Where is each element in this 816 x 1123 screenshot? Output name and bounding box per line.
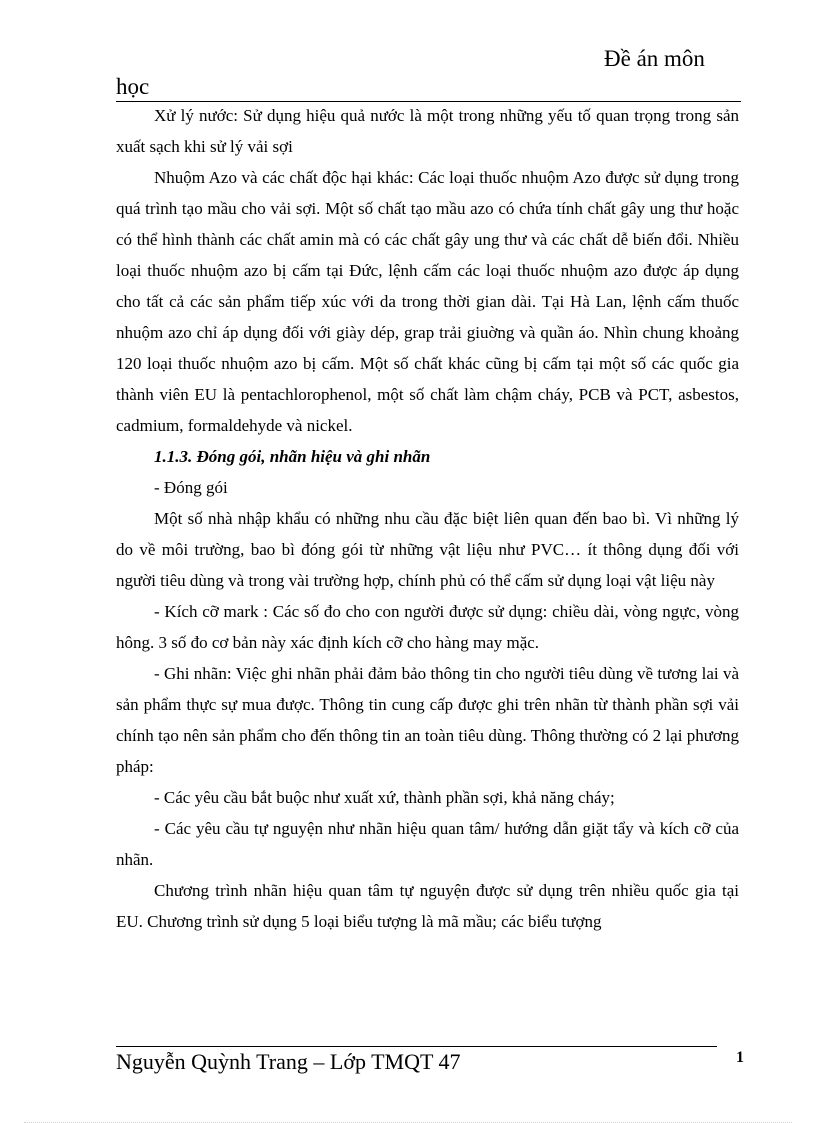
header-title: Đề án môn (604, 46, 705, 71)
page-number: 1 (736, 1049, 744, 1066)
section-heading-packaging: 1.1.3. Đóng gói, nhãn hiệu và ghi nhãn (154, 447, 431, 466)
header-title-continuation: học (116, 74, 150, 99)
paragraph-packaging: Một số nhà nhập khẩu có những nhu cầu đặc biệt liên quan đến bao bì. Vì những lý do về môi trường, bao bì đóng gói từ những vật liệu như PVC… ít thông dụng đối với người tiêu dùng và trong vài trường hợp, chính phủ có thể cấm sử dụng loại vật liệu này (116, 509, 739, 590)
paragraph-water-treatment: Xử lý nước: Sử dụng hiệu quả nước là một trong những yếu tố quan trọng trong sản xuất sạch khi sử lý vải sợi (116, 106, 739, 156)
paragraph-care-label-program: Chương trình nhãn hiệu quan tâm tự nguyện được sử dụng trên nhiều quốc gia tại EU. Chương trình sử dụng 5 loại biểu tượng là mã mầu; các biểu tượng (116, 881, 739, 931)
paragraph-mandatory-requirements: - Các yêu cầu bắt buộc như xuất xứ, thành phần sợi, khả năng cháy; (154, 788, 615, 807)
paragraph-labeling: - Ghi nhãn: Việc ghi nhãn phải đảm bảo thông tin cho người tiêu dùng về tương lai và sản phẩm thực sự mua được. Thông tin cung cấp được ghi trên nhãn từ thành phần sợi vải chính tạo nên sản phẩm cho đến thông tin an toàn tiêu dùng. Thông thường có 2 lại phương pháp: (116, 664, 739, 776)
footer-author: Nguyễn Quỳnh Trang – Lớp TMQT 47 (116, 1049, 461, 1074)
paragraph-azo-dyes: Nhuộm Azo và các chất độc hại khác: Các loại thuốc nhuộm Azo được sử dụng trong quá trình tạo mầu cho vải sợi. Một số chất tạo mầu azo có chứa tính chất gây ung thư hoặc có thể hình thành các chất amin mà có các chất gây ung thư và các chất dễ biến đổi. Nhiều loại thuốc nhuộm azo bị cấm tại Đức, lệnh cấm các loại thuốc nhuộm azo được áp dụng cho tất cả các sản phẩm tiếp xúc với da trong thời gian dài. Tại Hà Lan, lệnh cấm thuốc nhuộm azo chỉ áp dụng đối với giày dép, grap trải giuờng và quần áo. Nhìn chung khoảng 120 loại thuốc nhuộm azo bị cấm. Một số chất khác cũng bị cấm tại một số các quốc gia thành viên EU là pentachlorophenol, một số chất làm chậm cháy, PCB và PCT, asbestos, cadmium, formaldehyde và nickel. (116, 168, 739, 435)
footer-divider (116, 1046, 717, 1047)
paragraph-packaging-label: - Đóng gói (154, 478, 228, 497)
document-body (116, 100, 739, 937)
paragraph-size-mark: - Kích cỡ mark : Các số đo cho con người được sử dụng: chiều dài, vòng ngực, vòng hông. 3 số đo cơ bản này xác định kích cỡ cho hàng may mặc. (116, 602, 739, 652)
paragraph-voluntary-requirements: - Các yêu cầu tự nguyện như nhãn hiệu quan tâm/ hướng dẫn giặt tẩy và kích cỡ của nhãn. (116, 819, 739, 869)
